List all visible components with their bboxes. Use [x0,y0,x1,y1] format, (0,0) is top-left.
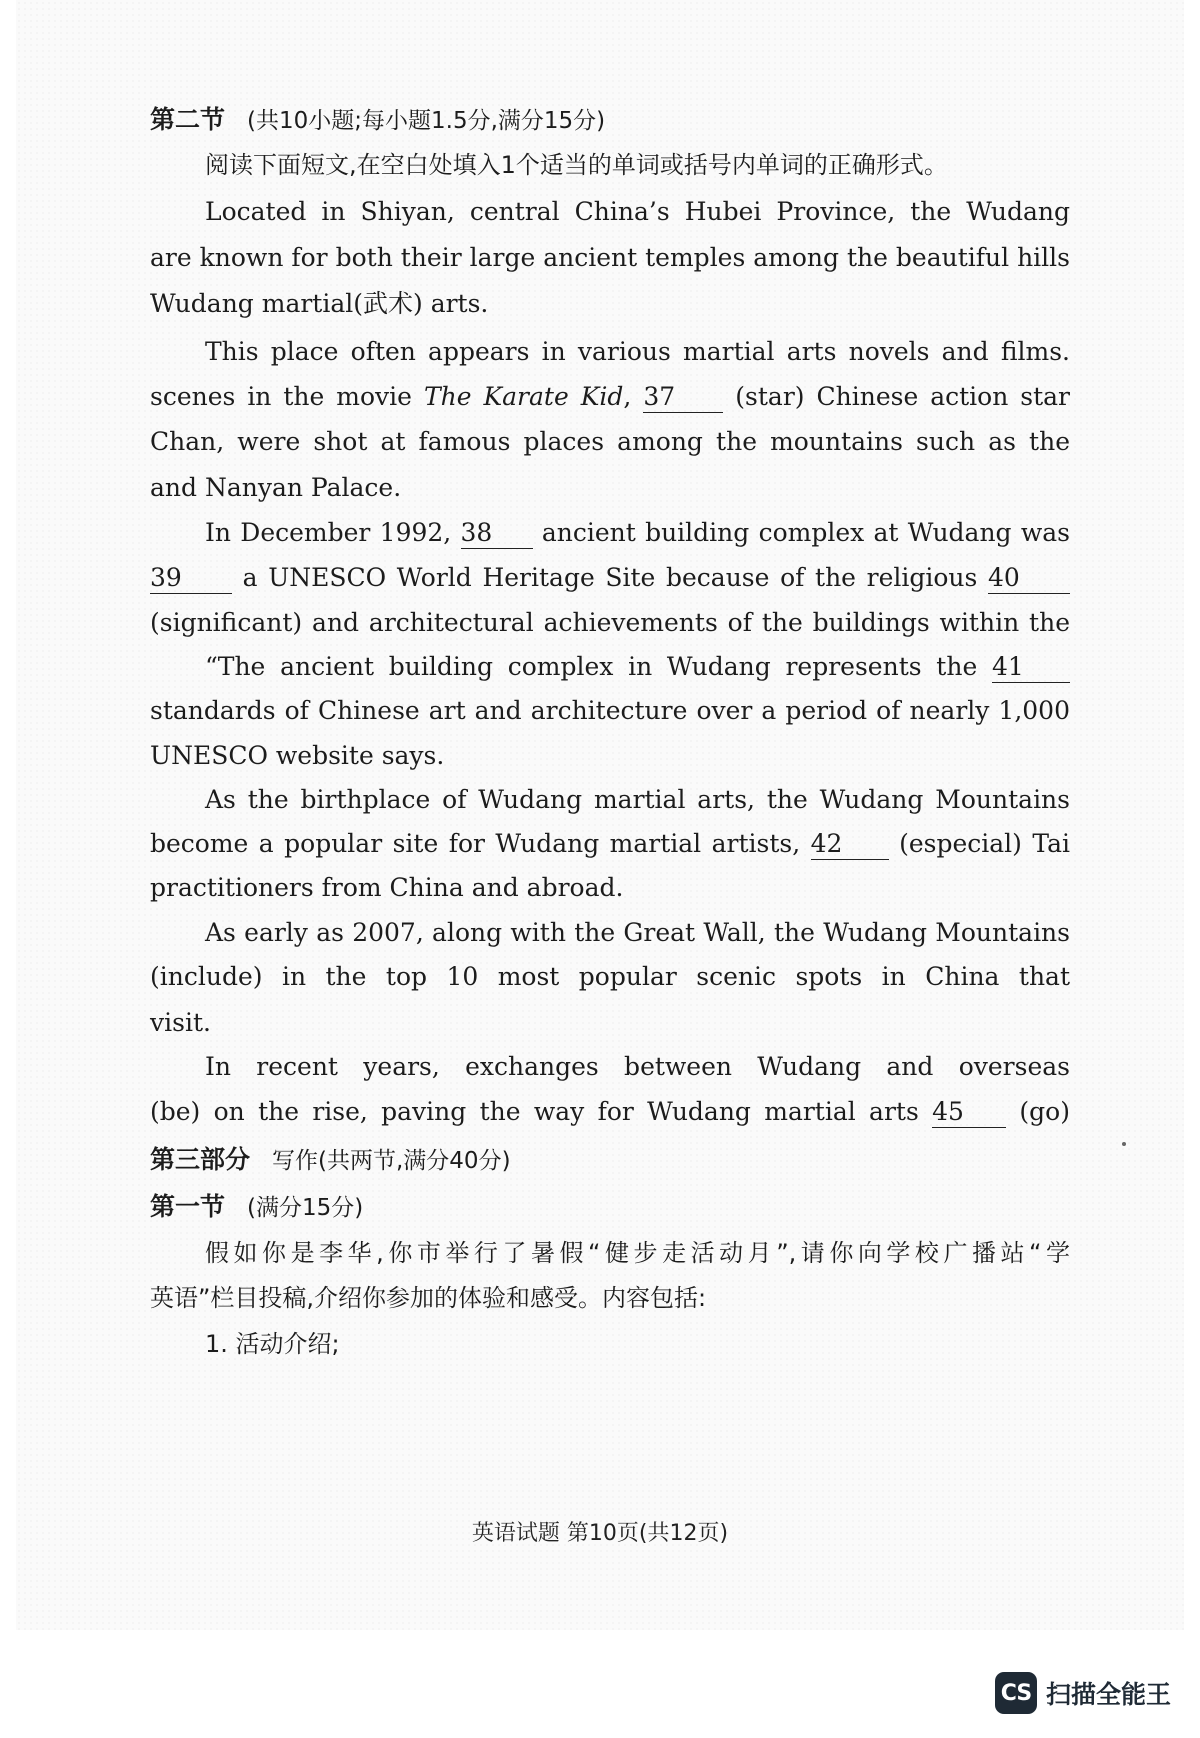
passage-line [150,1047,1070,1087]
passage-text: (be) on the rise, paving the way for Wudang martial arts [150,1097,919,1126]
passage-text: “The ancient building complex in Wudang represents the [205,652,978,681]
passage-text: ancient building complex at Wudang was [541,518,1070,547]
writing-prompt-line: 假如你是李华,你市举行了暑假“健步走活动月”,请你向学校广播站“学 [205,1239,1070,1267]
passage-text: (go) [1019,1097,1070,1126]
section-1-title: 第一节 [150,1192,226,1221]
blank-37: 37 [643,382,723,413]
passage-line: Wudang martial(武术) arts. [150,289,489,318]
camscanner-logo-icon: CS [995,1672,1037,1714]
passage-line [150,238,1070,278]
part-3-title: 第三部分 [150,1145,251,1174]
passage-line: As the birthplace of Wudang martial arts, the Wudang Mountains [205,785,1070,814]
passage-line: Located in Shiyan, central China’s Hubei Province, the Wudang [205,197,1070,226]
passage-text: (star) Chinese action star [735,382,1070,411]
passage-line: and Nanyan Palace. [150,473,402,502]
passage-text: are known for both their large ancient temples among the beautiful hills [150,243,1070,272]
blank-41: 41 [992,652,1070,683]
passage-line: This place often appears in various martial arts novels and films. [205,337,1070,366]
passage-line: standards of Chinese art and architecture over a period of nearly 1,000 [150,696,1070,725]
passage-line [150,513,1070,553]
passage-line: UNESCO website says. [150,741,445,770]
page-footer: 英语试题 第10页(共12页) [471,1521,729,1546]
passage-text: As early as 2007, along with the Great Wall, the Wudang Mountains [205,918,1070,947]
passage-text: scenes in the movie [150,382,412,411]
passage-text: In December 1992, [205,518,452,547]
passage-text: become a popular site for Wudang martial artists, [150,829,801,858]
passage-line: scenes in the movie The Karate Kid, 37 (star) Chinese action star [150,377,1070,417]
blank-39: 39 [150,563,232,594]
passage-line: (significant) and architectural achievements of the buildings within the [150,608,1070,637]
passage-line: (include) in the top 10 most popular scenic spots in China that [150,962,1070,991]
section-1-subtitle: (满分15分) [247,1195,364,1221]
writing-prompt-item: 1. 活动介绍; [205,1330,340,1358]
section-1-heading [150,1187,1070,1228]
passage-text: a UNESCO World Heritage Site because of the religious [242,563,978,592]
movie-title: The Karate Kid [423,382,624,411]
passage-line: practitioners from China and abroad. [150,873,624,902]
camscanner-label: 扫描全能王 [1046,1680,1172,1709]
passage-line: Chan, were shot at famous places among the mountains such as the [150,427,1070,456]
passage-line [150,647,1070,687]
passage-line [150,824,1070,864]
passage-line [150,558,1070,598]
passage-line: visit. [150,1008,211,1037]
blank-42: 42 [811,829,889,860]
section-2-instruction: 阅读下面短文,在空白处填入1个适当的单词或括号内单词的正确形式。 [205,151,948,179]
section-2-subtitle: (共10小题;每小题1.5分,满分15分) [247,108,606,134]
part-3-heading [150,1140,1070,1181]
passage-text: In recent years, exchanges between Wudang and overseas [205,1052,1070,1081]
passage-text: (especial) Tai [899,829,1070,858]
writing-prompt-line: 英语”栏目投稿,介绍你参加的体验和感受。内容包括: [150,1284,707,1312]
passage-line [150,1092,1070,1132]
blank-40: 40 [988,563,1070,594]
scan-speck [1122,1142,1126,1146]
part-3-subtitle: 写作(共两节,满分40分) [272,1148,511,1174]
passage-line [150,913,1070,953]
camscanner-watermark [995,1672,1171,1714]
section-2-heading [150,100,1070,141]
blank-38: 38 [461,518,533,549]
blank-45: 45 [932,1097,1006,1128]
section-2-title: 第二节 [150,105,226,134]
